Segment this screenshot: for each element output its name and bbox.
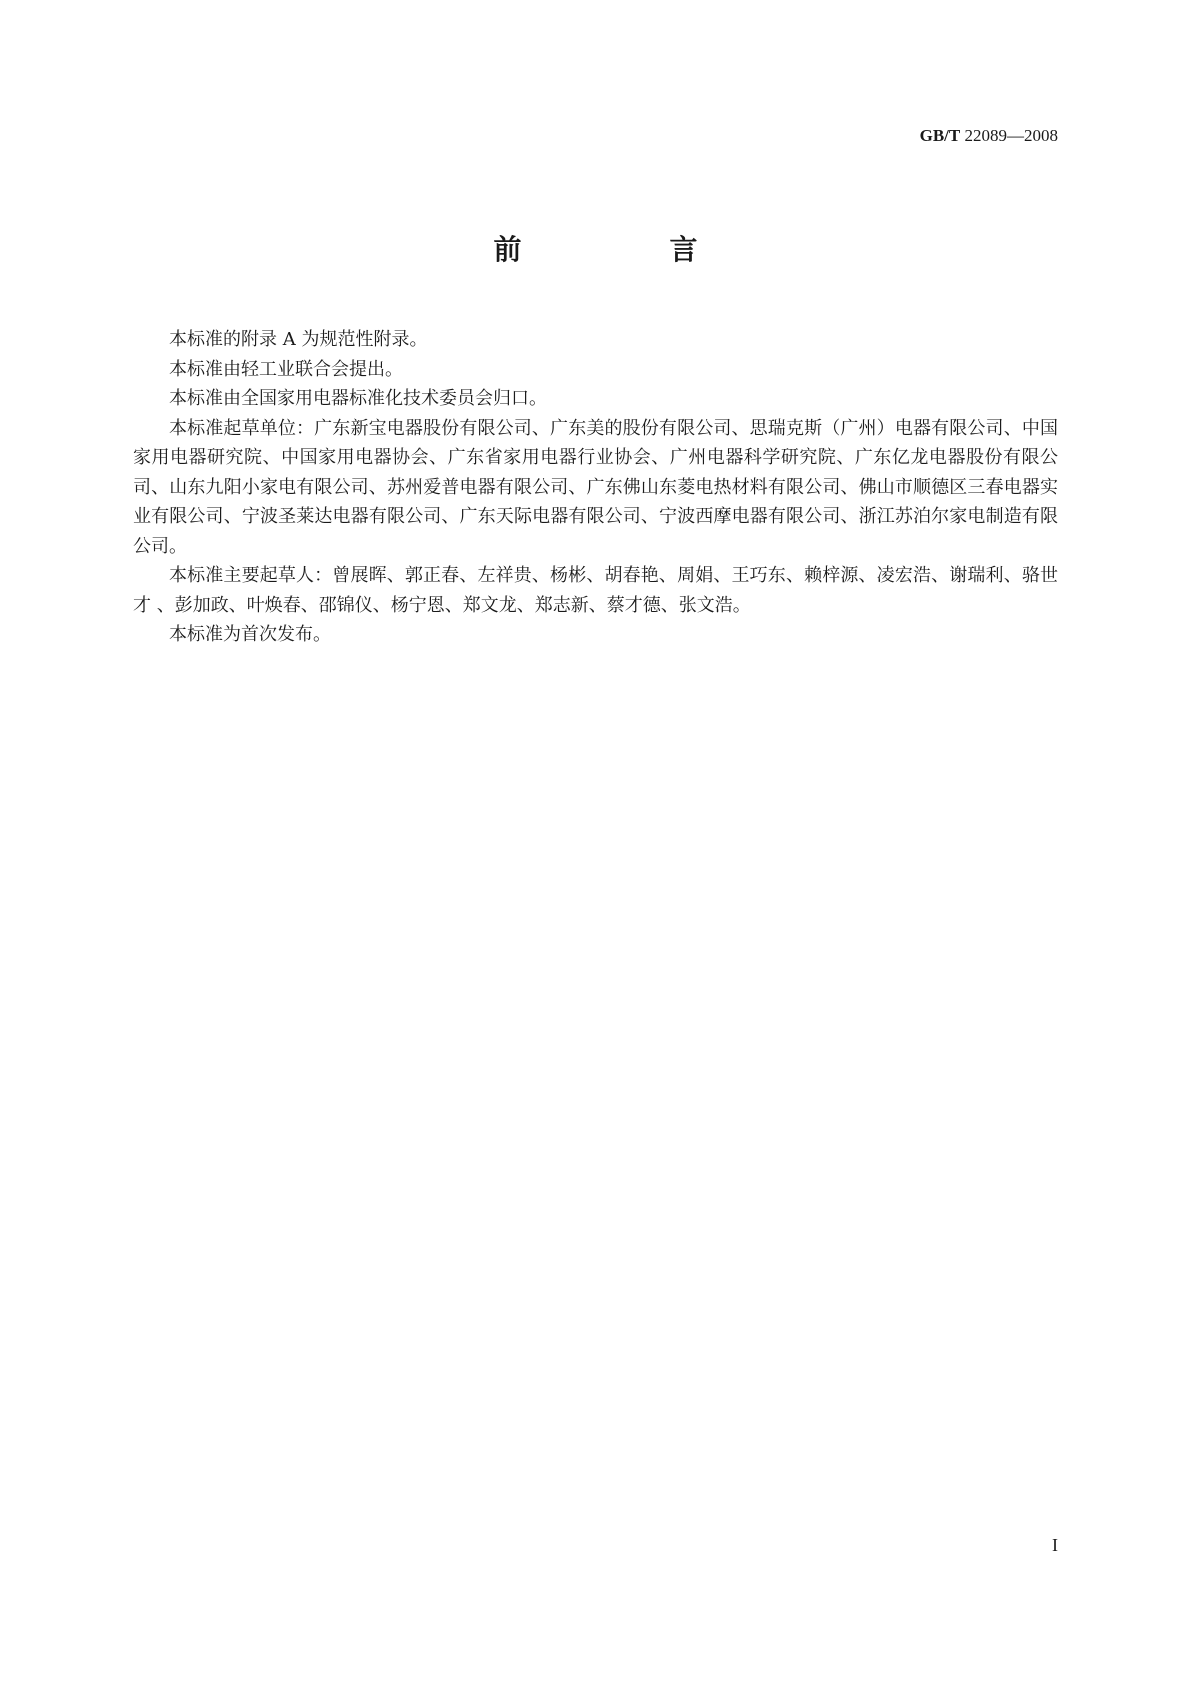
paragraph-proposer: 本标准由轻工业联合会提出。 — [169, 358, 403, 380]
paragraph-drafters: 本标准主要起草人：曾展晖、郭正春、左祥贵、杨彬、胡春艳、周娟、王巧东、赖梓源、凌宏浩、谢瑞利、骆世才 、彭加政、叶焕春、邵锦仪、杨宁恩、郑文龙、郑志新、蔡才德、张文浩。 — [133, 565, 1058, 616]
standard-code: GB/T — [919, 126, 961, 145]
foreword-body — [133, 325, 1058, 650]
page-number: I — [1052, 1535, 1058, 1555]
paragraph-annex: 本标准的附录 A 为规范性附录。 — [169, 329, 428, 350]
standard-number-value: 22089—2008 — [964, 126, 1058, 145]
paragraph-first-release: 本标准为首次发布。 — [169, 624, 331, 645]
standard-number — [920, 126, 1058, 146]
page-title: 前 言 — [493, 233, 758, 266]
paragraph-drafting-units: 本标准起草单位：广东新宝电器股份有限公司、广东美的股份有限公司、思瑞克斯（广州）电器有限公司、中国家用电器研究院、中国家用电器协会、广东省家用电器行业协会、广州电器科学研究院、广东亿龙电器股份有限公司、山东九阳小家电有限公司、苏州爱普电器有限公司、广东佛山东菱电热材料有限公司、佛山市顺德区三春电器实业有限公司、宁波圣莱达电器有限公司、广东天际电器有限公司、宁波西摩电器有限公司、浙江苏泊尔家电制造有限公司。 — [133, 417, 1058, 557]
paragraph-committee: 本标准由全国家用电器标准化技术委员会归口。 — [169, 388, 547, 409]
